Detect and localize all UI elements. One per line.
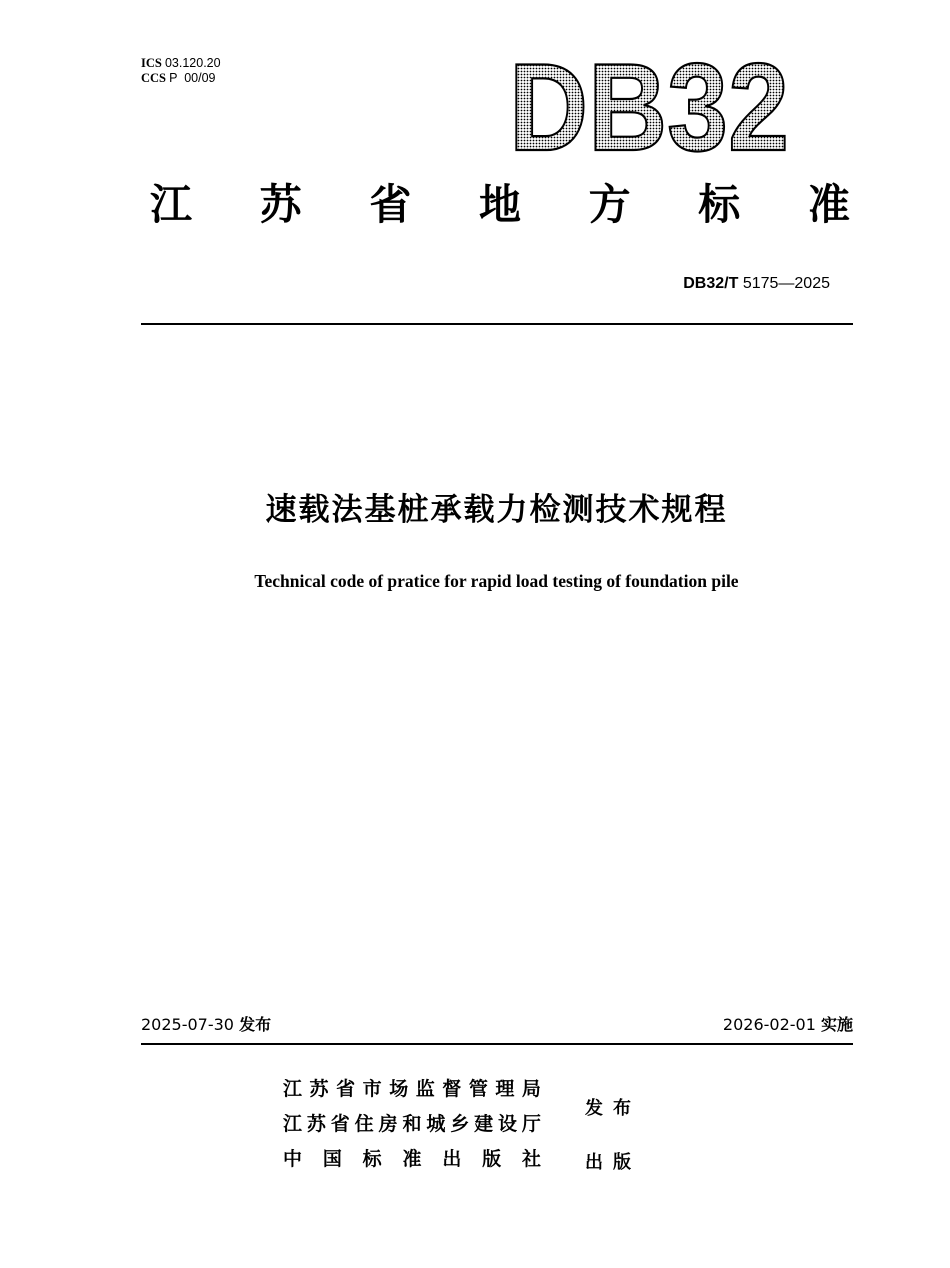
issuer-char: 建 [474,1113,494,1135]
ics-code [141,56,221,71]
standard-number-value: 5175—2025 [742,275,830,292]
standard-number-prefix: DB32/T [683,275,739,292]
issuer-char: 标 [362,1148,382,1170]
series-title-char: 标 [698,180,741,229]
db32-logo [505,52,795,160]
issuer-char: 社 [521,1148,541,1170]
document-title-en: Technical code of pratice for rapid load testing of foundation pile [254,571,739,591]
implementation-date-value: 2026-02-01 [722,1015,816,1034]
issuer-market-regulation [283,1072,541,1107]
issuer-char: 督 [442,1078,462,1100]
issuer-char: 市 [362,1078,382,1100]
issuer-char: 厅 [521,1113,541,1135]
series-title-char: 省 [369,180,412,229]
issuer-char: 和 [402,1113,422,1135]
role-issue: 发布 [585,1098,641,1119]
implementation-date-label: 实施 [820,1015,853,1034]
issuer-char: 出 [442,1148,462,1170]
series-title-char: 准 [807,180,850,229]
issuer-char: 乡 [450,1113,470,1135]
publisher-standards-press [283,1142,541,1177]
role-publish: 出版 [585,1152,641,1173]
issuer-char: 场 [389,1078,409,1100]
issue-date-value: 2025-07-30 [141,1015,234,1034]
issuer-char: 理 [495,1078,515,1100]
standard-number [683,274,830,294]
issuer-char: 省 [330,1113,350,1135]
issuer-char: 版 [482,1148,502,1170]
issuer-housing-construction [283,1107,541,1142]
series-title [150,175,850,235]
issuer-char: 住 [354,1113,374,1135]
series-title-char: 江 [150,180,193,229]
ics-value: 03.120.20 [164,56,221,70]
bottom-divider [141,1043,853,1045]
series-title-char: 地 [478,180,521,229]
issuer-char: 管 [468,1078,488,1100]
issuer-char: 房 [378,1113,398,1135]
series-title-char: 方 [588,180,631,229]
issue-date [141,1014,271,1036]
issuer-char: 国 [322,1148,342,1170]
db32-logo-graphic [505,52,795,160]
issue-date-label: 发布 [239,1015,272,1034]
issuer-char: 监 [415,1078,435,1100]
issuer-char: 局 [521,1078,541,1100]
implementation-date [723,1014,853,1036]
issuer-char: 城 [426,1113,446,1135]
db32-logo-text: DB32 [509,52,789,160]
issuer-char: 中 [283,1148,303,1170]
issuer-char: 苏 [306,1113,326,1135]
issuing-organizations [283,1072,541,1177]
issuer-char: 江 [283,1078,303,1100]
classification-codes [141,56,221,86]
issuer-char: 设 [498,1113,518,1135]
issuer-char: 省 [336,1078,356,1100]
ccs-code [141,71,221,86]
issuer-char: 准 [402,1148,422,1170]
document-title-cn: 速载法基桩承载力检测技术规程 [265,492,728,528]
series-title-char: 苏 [259,180,302,229]
ccs-label: CCS [141,71,167,85]
issuer-char: 江 [283,1113,303,1135]
ics-label: ICS [141,56,162,70]
top-divider [141,323,853,325]
ccs-value: P 00/09 [169,71,216,85]
issuer-char: 苏 [309,1078,329,1100]
